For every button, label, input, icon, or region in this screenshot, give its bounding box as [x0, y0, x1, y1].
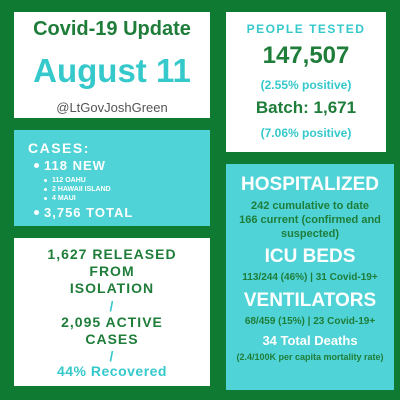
hospital-card	[226, 164, 394, 390]
breakdown-oahu: 112 OAHU	[52, 177, 86, 184]
breakdown-item	[44, 177, 86, 184]
breakdown-maui: 4 MAUI	[52, 195, 76, 202]
bullet-icon	[34, 163, 39, 168]
active-cases: CASES	[85, 331, 139, 347]
ventilator-stats: 68/459 (15%) | 23 Covid-19+	[244, 316, 376, 327]
update-title: Covid-19 Update	[33, 18, 191, 40]
total-positive-rate: (2.55% positive)	[260, 78, 352, 92]
icu-label: ICU BEDS	[264, 246, 356, 267]
bullet-icon	[34, 210, 39, 215]
update-date: August 11	[33, 52, 191, 89]
total-cases-item	[34, 205, 133, 220]
separator-slash: /	[109, 348, 115, 364]
batch-count: Batch: 1,671	[255, 98, 357, 117]
hospitalized-current-cont: suspected)	[280, 228, 340, 240]
icu-stats: 113/244 (46%) | 31 Covid-19+	[242, 272, 378, 283]
released-card	[14, 238, 210, 386]
bullet-icon	[44, 179, 47, 182]
breakdown-item	[44, 195, 76, 202]
hospitalized-label: HOSPITALIZED	[241, 174, 379, 195]
hospitalized-cumulative: 242 cumulative to date	[251, 200, 369, 212]
breakdown-item	[44, 186, 111, 193]
released-isolation: ISOLATION	[69, 280, 155, 296]
total-cases: 3,756 TOTAL	[44, 205, 134, 220]
cases-label: CASES:	[28, 140, 90, 156]
ventilators-label: VENTILATORS	[243, 290, 377, 311]
recovered-rate: 44% Recovered	[56, 363, 167, 379]
active-count: 2,095 ACTIVE	[61, 314, 163, 330]
bullet-icon	[44, 188, 47, 191]
hospitalized-current: 166 current (confirmed and	[239, 214, 381, 226]
released-count: 1,627 RELEASED	[47, 246, 177, 262]
new-cases-item	[34, 158, 106, 173]
mortality-rate: (2.4/100K per capita mortality rate)	[236, 352, 384, 362]
total-deaths: 34 Total Deaths	[262, 333, 358, 348]
people-tested-card	[226, 12, 386, 152]
separator-slash: /	[109, 298, 115, 314]
people-tested-label: PEOPLE TESTED	[246, 22, 366, 36]
bullet-icon	[44, 197, 47, 200]
cases-card	[14, 130, 210, 226]
batch-positive-rate: (7.06% positive)	[260, 126, 352, 140]
people-tested-total: 147,507	[262, 42, 350, 69]
author-handle: @LtGovJoshGreen	[56, 100, 168, 115]
released-from: FROM	[89, 263, 135, 279]
title-card	[14, 12, 210, 118]
new-cases: 118 NEW	[44, 158, 106, 173]
breakdown-hawaii-island: 2 HAWAII ISLAND	[52, 186, 111, 193]
